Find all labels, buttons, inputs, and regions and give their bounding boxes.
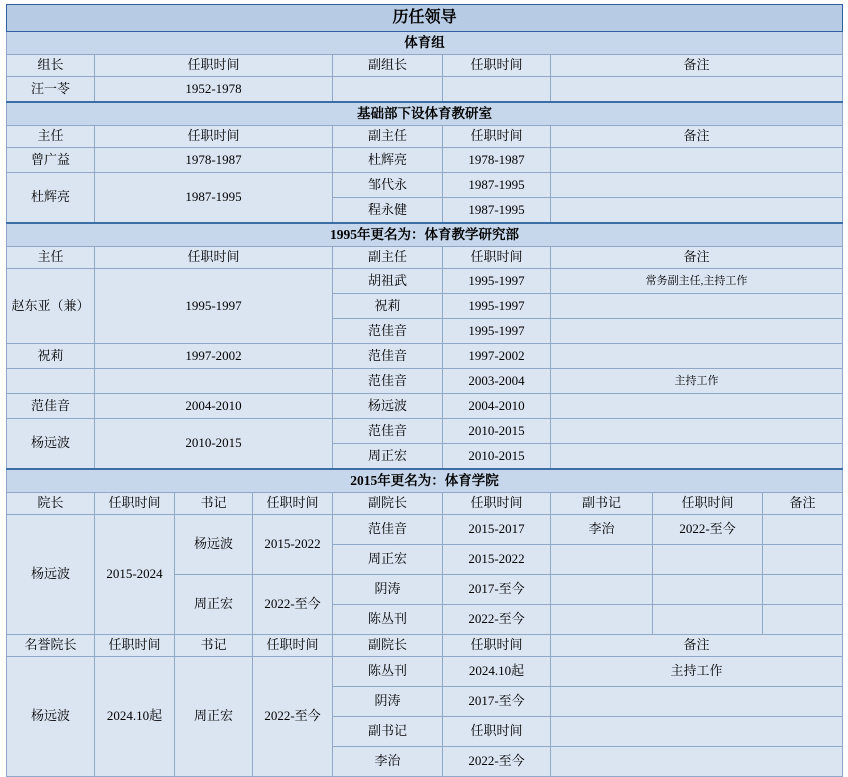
cell-vice-term: 1997-2002 [443,344,551,369]
cell-term: 2010-2015 [95,419,333,470]
col-header-vice-director: 副主任 [333,126,443,148]
cell-term: 1978-1987 [95,148,333,173]
cell-vice-term: 2010-2015 [443,419,551,444]
cell-secretary-term: 2022-至今 [253,575,333,635]
table-row [7,369,843,394]
cell-note: 主持工作 [551,657,843,687]
col-header-vice-president-term: 任职时间 [443,493,551,515]
table-row [7,419,843,444]
cell-note [551,747,843,777]
cell-vice-president: 范佳音 [333,515,443,545]
cell-president: 杨远波 [7,515,95,635]
cell-vice-president-term: 2017-至今 [443,575,551,605]
cell-note [551,394,843,419]
cell-director: 杨远波 [7,419,95,470]
header-row [7,635,843,657]
cell-vice-secretary [551,575,653,605]
cell-vice-term: 2003-2004 [443,369,551,394]
cell-note [551,198,843,224]
col-header-term: 任职时间 [95,247,333,269]
col-header-secretary: 书记 [175,635,253,657]
col-header-term: 任职时间 [95,55,333,77]
cell-deputy [333,77,443,103]
cell-director: 赵东亚（兼） [7,269,95,344]
col-header-honorary-term: 任职时间 [95,635,175,657]
cell-vice-director: 周正宏 [333,444,443,470]
cell-vice-director: 范佳音 [333,344,443,369]
col-header-director: 主任 [7,247,95,269]
col-header-note: 备注 [551,55,843,77]
cell-vice-secretary-term [653,545,763,575]
header-row [7,493,843,515]
cell-note [763,515,843,545]
cell-note [763,545,843,575]
cell-vice-secretary-term [653,605,763,635]
col-header-president: 院长 [7,493,95,515]
col-header-deputy-term: 任职时间 [443,55,551,77]
col-header-vice-director: 副主任 [333,247,443,269]
cell-secretary: 周正宏 [175,575,253,635]
cell-vice-president: 阴涛 [333,687,443,717]
col-header-term: 任职时间 [95,126,333,148]
section-title: 2015年更名为：体育学院 [7,469,843,493]
col-header-vice-term: 任职时间 [443,247,551,269]
cell-honorary-term: 2024.10起 [95,657,175,777]
col-header-president-term: 任职时间 [95,493,175,515]
cell-vice-term: 1995-1997 [443,319,551,344]
col-header-vice-president: 副院长 [333,635,443,657]
table-row [7,515,843,545]
cell-vice-president-term: 2015-2022 [443,545,551,575]
col-header-honorary-president: 名誉院长 [7,635,95,657]
col-header-vice-president: 副院长 [333,493,443,515]
cell-president-term: 2015-2024 [95,515,175,635]
cell-vice-president: 陈丛刊 [333,605,443,635]
cell-vice-director: 范佳音 [333,319,443,344]
table-row [7,657,843,687]
cell-note [763,605,843,635]
cell-vice-president-term: 2017-至今 [443,687,551,717]
col-header-note: 备注 [551,247,843,269]
cell-term [95,369,333,394]
cell-note [551,444,843,470]
cell-vice-secretary-term: 2022-至今 [443,747,551,777]
section-row-college [7,469,843,493]
cell-vice-term: 2004-2010 [443,394,551,419]
table-row [7,148,843,173]
cell-vice-director: 杜辉亮 [333,148,443,173]
col-header-deputy: 副组长 [333,55,443,77]
section-title: 体育组 [7,32,843,55]
table-row [7,173,843,198]
cell-director: 杜辉亮 [7,173,95,224]
cell-secretary: 周正宏 [175,657,253,777]
cell-term: 1997-2002 [95,344,333,369]
cell-vice-secretary [551,545,653,575]
cell-secretary-term: 2015-2022 [253,515,333,575]
cell-vice-director: 邹代永 [333,173,443,198]
page-title: 历任领导 [7,5,843,32]
cell-director [7,369,95,394]
col-header-secretary: 书记 [175,493,253,515]
cell-vice-director: 程永健 [333,198,443,224]
cell-vice-term: 1987-1995 [443,173,551,198]
cell-note [551,687,843,717]
cell-term: 1987-1995 [95,173,333,224]
cell-vice-term: 1987-1995 [443,198,551,224]
cell-vice-president-term: 2015-2017 [443,515,551,545]
cell-vice-president-term: 2024.10起 [443,657,551,687]
cell-vice-secretary-term [653,575,763,605]
table-row [7,344,843,369]
cell-note: 常务副主任,主持工作 [551,269,843,294]
cell-note [551,419,843,444]
title-row [7,5,843,32]
col-header-vice-secretary-term: 任职时间 [653,493,763,515]
header-row [7,126,843,148]
col-header-vice-secretary: 副书记 [551,493,653,515]
cell-note [551,77,843,103]
cell-vice-secretary: 李治 [333,747,443,777]
cell-vice-term: 1978-1987 [443,148,551,173]
cell-vice-president-term: 2022-至今 [443,605,551,635]
col-header-secretary-term: 任职时间 [253,635,333,657]
cell-note [763,575,843,605]
cell-director: 祝莉 [7,344,95,369]
table-row [7,394,843,419]
header-row [7,247,843,269]
section-row-sports-group [7,32,843,55]
cell-secretary: 杨远波 [175,515,253,575]
col-header-vice-secretary-term: 任职时间 [443,717,551,747]
cell-vice-secretary: 李治 [551,515,653,545]
col-header-leader: 组长 [7,55,95,77]
section-title: 基础部下设体育教研室 [7,102,843,126]
cell-note [551,148,843,173]
cell-director: 范佳音 [7,394,95,419]
cell-vice-director: 范佳音 [333,369,443,394]
cell-vice-director: 胡祖武 [333,269,443,294]
cell-leader: 汪一苓 [7,77,95,103]
cell-vice-president: 陈丛刊 [333,657,443,687]
section-row-teaching-office [7,102,843,126]
col-header-secretary-term: 任职时间 [253,493,333,515]
cell-note [551,319,843,344]
cell-vice-director: 范佳音 [333,419,443,444]
section-title: 1995年更名为：体育教学研究部 [7,223,843,247]
cell-director: 曾广益 [7,148,95,173]
cell-secretary-term: 2022-至今 [253,657,333,777]
col-header-vice-president-term: 任职时间 [443,635,551,657]
cell-vice-director: 杨远波 [333,394,443,419]
cell-deputy-term [443,77,551,103]
table-row [7,269,843,294]
cell-vice-secretary-term: 2022-至今 [653,515,763,545]
cell-vice-secretary [551,605,653,635]
cell-term: 2004-2010 [95,394,333,419]
section-row-research-dept [7,223,843,247]
col-header-vice-secretary: 副书记 [333,717,443,747]
table-row [7,77,843,103]
cell-vice-president: 阴涛 [333,575,443,605]
header-row [7,55,843,77]
cell-vice-director: 祝莉 [333,294,443,319]
col-header-director: 主任 [7,126,95,148]
col-header-note: 备注 [551,635,843,657]
col-header-vice-term: 任职时间 [443,126,551,148]
cell-term: 1995-1997 [95,269,333,344]
cell-note: 主持工作 [551,369,843,394]
cell-vice-president: 周正宏 [333,545,443,575]
col-header-note: 备注 [763,493,843,515]
cell-vice-term: 1995-1997 [443,294,551,319]
cell-term: 1952-1978 [95,77,333,103]
cell-vice-term: 2010-2015 [443,444,551,470]
cell-note [551,344,843,369]
cell-vice-term: 1995-1997 [443,269,551,294]
cell-note [551,173,843,198]
cell-honorary-president: 杨远波 [7,657,95,777]
leadership-history-table [6,4,843,777]
cell-note [551,294,843,319]
col-header-note: 备注 [551,126,843,148]
